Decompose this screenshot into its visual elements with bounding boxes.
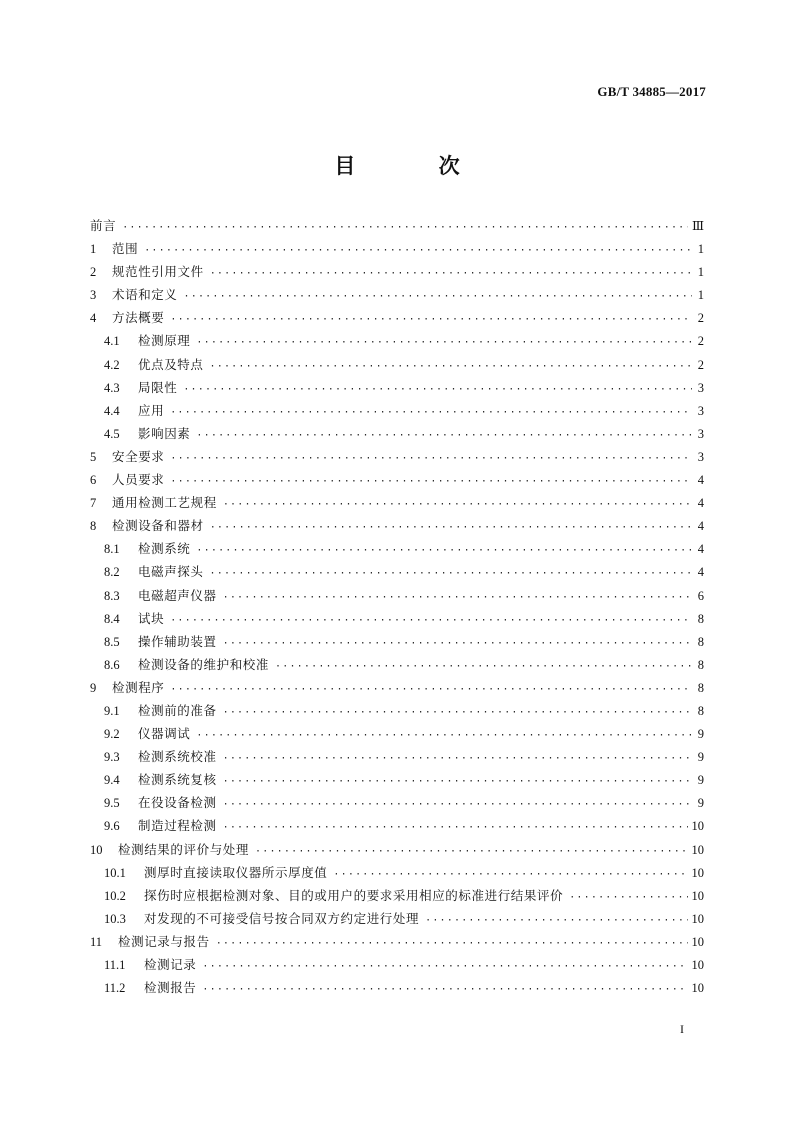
dot-leader xyxy=(183,384,692,395)
dot-leader xyxy=(223,638,692,649)
dot-leader xyxy=(210,268,692,279)
dot-leader xyxy=(170,684,692,695)
toc-entry-number: 9 xyxy=(90,680,97,695)
dot-leader xyxy=(122,222,688,233)
toc-entry-label: 方法概要 xyxy=(112,310,165,326)
toc-entry-number: 9.1 xyxy=(104,703,120,718)
toc-entry[interactable] xyxy=(90,562,704,585)
toc-entry-label: 检测系统 xyxy=(138,541,191,557)
toc-entry-number: 2 xyxy=(90,265,97,280)
toc-entry[interactable] xyxy=(90,632,704,655)
dot-leader xyxy=(216,938,688,949)
toc-entry[interactable] xyxy=(90,539,704,562)
toc-entry-page: 4 xyxy=(697,496,704,511)
toc-entry[interactable] xyxy=(90,516,704,539)
toc-entry[interactable] xyxy=(90,840,704,863)
toc-entry-number: 8.5 xyxy=(104,634,120,649)
dot-leader xyxy=(223,499,692,510)
toc-entry[interactable] xyxy=(90,701,704,724)
toc-entry[interactable] xyxy=(90,216,704,239)
toc-entry[interactable] xyxy=(90,378,704,401)
toc-entry-page: 10 xyxy=(691,958,704,972)
dot-leader xyxy=(223,753,692,764)
toc-entry-label: 检测设备和器材 xyxy=(112,518,204,534)
toc-entry-label: 电磁超声仪器 xyxy=(138,587,217,603)
dot-leader xyxy=(223,592,692,603)
toc-entry[interactable] xyxy=(90,724,704,747)
toc-entry[interactable] xyxy=(90,586,704,609)
dot-leader xyxy=(170,615,692,626)
toc-entry[interactable] xyxy=(90,493,704,516)
toc-entry[interactable] xyxy=(90,770,704,793)
toc-entry-page: 8 xyxy=(697,634,704,649)
toc-entry[interactable] xyxy=(90,816,704,839)
toc-entry-page: 2 xyxy=(697,311,704,326)
toc-entry-label: 局限性 xyxy=(138,379,178,395)
toc-entry-page: 8 xyxy=(697,657,704,672)
toc-entry-page: 1 xyxy=(697,288,704,303)
toc-entry-page: 8 xyxy=(697,611,704,626)
toc-entry-label: 通用检测工艺规程 xyxy=(112,495,217,511)
toc-entry-number: 10.1 xyxy=(104,865,126,880)
toc-entry-number: 8.6 xyxy=(104,657,120,672)
toc-entry[interactable] xyxy=(90,978,704,1001)
dot-leader xyxy=(196,337,692,348)
toc-entry-label: 检测记录 xyxy=(144,957,197,972)
toc-entry-number: 4 xyxy=(90,311,97,326)
dot-leader xyxy=(196,730,692,741)
toc-entry-page: 10 xyxy=(691,819,704,834)
toc-entry-label: 检测结果的评价与处理 xyxy=(118,841,250,857)
dot-leader xyxy=(202,984,687,995)
toc-entry-page: 9 xyxy=(697,727,704,742)
toc-entry-number: 4.4 xyxy=(104,403,120,418)
toc-entry[interactable] xyxy=(90,886,704,909)
toc-entry-page: Ⅲ xyxy=(691,219,704,233)
toc-entry-label: 仪器调试 xyxy=(138,726,191,742)
toc-entry-label: 影响因素 xyxy=(138,425,191,441)
toc-entry[interactable] xyxy=(90,863,704,886)
dot-leader xyxy=(202,961,687,972)
toc-entry-page: 3 xyxy=(697,403,704,418)
toc-entry-number: 11.2 xyxy=(104,981,126,996)
toc-entry-number: 4.2 xyxy=(104,357,120,372)
toc-entry[interactable] xyxy=(90,678,704,701)
toc-entry-page: 4 xyxy=(697,542,704,557)
toc-entry[interactable] xyxy=(90,424,704,447)
toc-entry-page: 3 xyxy=(697,380,704,395)
toc-entry-page: 8 xyxy=(697,680,704,695)
dot-leader xyxy=(170,407,692,418)
toc-entry-label: 制造过程检测 xyxy=(138,818,217,834)
dot-leader xyxy=(210,361,692,372)
toc-entry[interactable] xyxy=(90,932,704,955)
toc-entry-number: 6 xyxy=(90,473,97,488)
toc-entry[interactable] xyxy=(90,285,704,308)
toc-entry-label: 对发现的不可接受信号按合同双方约定进行处理 xyxy=(144,910,420,926)
dot-leader xyxy=(275,661,692,672)
toc-entry-label: 规范性引用文件 xyxy=(112,264,204,280)
toc-entry[interactable] xyxy=(90,909,704,932)
toc-entry-label: 人员要求 xyxy=(112,472,165,488)
toc-entry[interactable] xyxy=(90,955,704,978)
toc-entry-label: 探伤时应根据检测对象、目的或用户的要求采用相应的标准进行结果评价 xyxy=(144,887,564,903)
toc-entry-page: 6 xyxy=(697,588,704,603)
toc-entry-page: 4 xyxy=(697,473,704,488)
dot-leader xyxy=(170,314,692,325)
toc-entry-page: 10 xyxy=(691,911,704,926)
dot-leader xyxy=(196,545,692,556)
toc-entry-number: 10.2 xyxy=(104,888,126,903)
toc-entry-page: 10 xyxy=(691,981,704,996)
page-title: 目 次 xyxy=(334,153,498,178)
toc-entry-label: 范围 xyxy=(112,241,139,257)
toc-entry-number: 9.4 xyxy=(104,773,120,788)
toc-entry-label: 检测系统复核 xyxy=(138,772,217,788)
toc-entry-page: 3 xyxy=(697,426,704,441)
toc-entry-number: 9.5 xyxy=(104,796,120,811)
toc-entry-page: 1 xyxy=(697,242,704,257)
dot-leader xyxy=(425,915,687,926)
toc-entry-number: 11 xyxy=(90,934,103,949)
toc-entry-number: 10.3 xyxy=(104,911,126,926)
toc-entry[interactable] xyxy=(90,308,704,331)
dot-leader xyxy=(170,476,692,487)
dot-leader xyxy=(223,799,692,810)
toc-entry-page: 9 xyxy=(697,773,704,788)
toc-entry-number: 8.1 xyxy=(104,542,120,557)
toc-entry[interactable] xyxy=(90,447,704,470)
toc-entry-label: 电磁声探头 xyxy=(138,564,204,580)
toc-entry[interactable] xyxy=(90,401,704,424)
toc-entry-label: 安全要求 xyxy=(112,448,165,464)
dot-leader xyxy=(223,776,692,787)
toc-entry-label: 应用 xyxy=(138,402,165,418)
toc-entry-page: 10 xyxy=(691,842,704,857)
toc-entry-number: 5 xyxy=(90,449,97,464)
dot-leader xyxy=(223,822,688,833)
toc-entry-page: 1 xyxy=(697,265,704,280)
toc-entry-number: 8.4 xyxy=(104,611,120,626)
dot-leader xyxy=(184,291,692,302)
toc-entry[interactable] xyxy=(90,793,704,816)
toc-entry-number: 8.2 xyxy=(104,565,120,580)
toc-entry-page: 2 xyxy=(697,357,704,372)
toc-entry-label: 检测程序 xyxy=(112,679,165,695)
toc-entry-label: 试块 xyxy=(138,610,165,626)
toc-entry[interactable] xyxy=(90,655,704,678)
toc-entry-label: 检测系统校准 xyxy=(138,749,217,765)
dot-leader xyxy=(223,707,692,718)
toc-entry-label: 检测原理 xyxy=(138,333,191,349)
toc-entry-label: 检测报告 xyxy=(144,980,197,996)
dot-leader xyxy=(210,568,692,579)
dot-leader xyxy=(170,453,692,464)
toc-entry[interactable] xyxy=(90,331,704,354)
dot-leader xyxy=(210,522,692,533)
toc-entry-page: 10 xyxy=(691,865,704,880)
toc-entry-page: 9 xyxy=(697,796,704,811)
toc-entry-number: 4.5 xyxy=(104,426,120,441)
toc-entry-page: 4 xyxy=(697,519,704,534)
toc-entry-page: 10 xyxy=(691,934,704,949)
table-of-contents xyxy=(90,216,704,1001)
toc-entry-page: 3 xyxy=(697,449,704,464)
toc-entry-number: 9.2 xyxy=(104,727,120,742)
toc-entry-label: 在役设备检测 xyxy=(138,795,217,811)
dot-leader xyxy=(569,892,687,903)
toc-entry-page: 10 xyxy=(691,888,704,903)
dot-leader xyxy=(196,430,692,441)
toc-entry-label: 优点及特点 xyxy=(138,356,204,372)
toc-entry[interactable] xyxy=(90,609,704,632)
toc-entry-label: 术语和定义 xyxy=(112,287,178,303)
dot-leader xyxy=(144,245,692,256)
toc-entry-page: 9 xyxy=(697,750,704,765)
toc-entry-number: 7 xyxy=(90,496,97,511)
page-number: I xyxy=(680,1022,684,1036)
toc-entry-number: 8 xyxy=(90,519,97,534)
toc-entry-label: 测厚时直接读取仪器所示厚度值 xyxy=(144,864,328,880)
dot-leader xyxy=(333,869,687,880)
dot-leader xyxy=(255,846,687,857)
toc-entry-number: 4.3 xyxy=(104,380,120,395)
toc-entry[interactable] xyxy=(90,470,704,493)
toc-entry-number: 11.1 xyxy=(104,958,126,972)
toc-entry-label: 检测记录与报告 xyxy=(118,933,210,949)
toc-entry-label: 操作辅助装置 xyxy=(138,633,217,649)
toc-entry[interactable] xyxy=(90,355,704,378)
toc-entry-number: 1 xyxy=(90,242,97,257)
toc-entry[interactable] xyxy=(90,747,704,770)
standard-number: GB/T 34885—2017 xyxy=(597,84,706,99)
toc-entry[interactable] xyxy=(90,262,704,285)
toc-entry[interactable] xyxy=(90,239,704,262)
toc-entry-label: 前言 xyxy=(90,218,117,233)
toc-entry-page: 4 xyxy=(697,565,704,580)
toc-entry-page: 8 xyxy=(697,703,704,718)
toc-entry-number: 3 xyxy=(90,288,97,303)
toc-entry-number: 8.3 xyxy=(104,588,120,603)
toc-entry-number: 10 xyxy=(90,842,103,857)
toc-entry-number: 4.1 xyxy=(104,334,120,349)
toc-entry-page: 2 xyxy=(697,334,704,349)
toc-entry-label: 检测设备的维护和校准 xyxy=(138,656,270,672)
toc-entry-label: 检测前的准备 xyxy=(138,702,217,718)
toc-entry-number: 9.6 xyxy=(104,819,120,834)
toc-entry-number: 9.3 xyxy=(104,750,120,765)
